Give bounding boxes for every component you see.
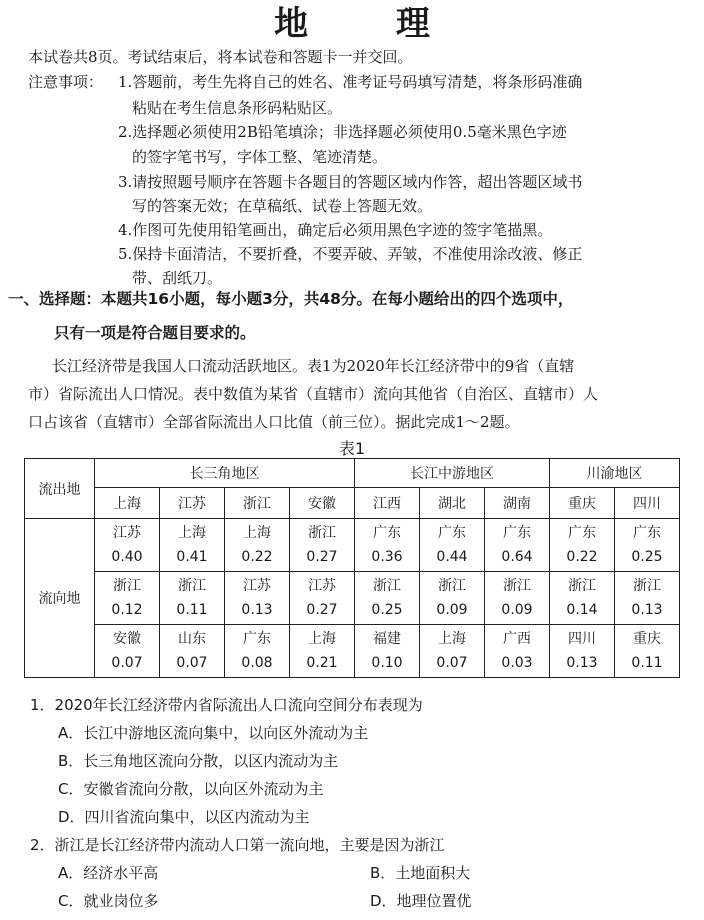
cell-destination: 上海 (308, 631, 336, 647)
cell-share: 0.36 (371, 549, 403, 565)
question-1-option-d[interactable]: D．四川省流向集中，以区内流动为主 (58, 808, 310, 826)
table-cell (95, 625, 160, 678)
table-cell (615, 519, 680, 572)
table-cell (485, 625, 550, 678)
province-header: 浙江 (225, 488, 290, 519)
table-cell (290, 519, 355, 572)
cell-share: 0.11 (631, 655, 663, 671)
cell-destination: 上海 (438, 631, 466, 647)
cell-share: 0.11 (176, 602, 208, 618)
cell-destination: 浙江 (373, 578, 401, 594)
notes-label: 注意事项： (28, 73, 104, 91)
table-cell (225, 519, 290, 572)
table-cell (95, 519, 160, 572)
cell-share: 0.13 (631, 602, 663, 618)
question-2-option-b[interactable]: B．土地面积大 (370, 864, 471, 882)
cell-share: 0.22 (241, 549, 273, 565)
cell-share: 0.40 (111, 549, 143, 565)
table-cell (290, 572, 355, 625)
province-header: 上海 (95, 488, 160, 519)
province-header: 重庆 (550, 488, 615, 519)
intro-line-3: 口占该省（直辖市）全部省际流出人口比值（前三位）。据此完成1～2题。 (28, 413, 520, 431)
table-caption: 表1 (338, 439, 366, 458)
section-heading-line-1: 一、选择题：本题共16小题，每小题3分，共48分。在每小题给出的四个选项中， (8, 290, 574, 308)
cell-destination: 广东 (568, 525, 596, 541)
cell-destination: 广西 (503, 631, 531, 647)
table-cell (160, 572, 225, 625)
question-intro (28, 352, 684, 436)
question-1-stem: 1．2020年长江经济带内省际流出人口流向空间分布表现为 (30, 696, 423, 714)
table-cell (290, 625, 355, 678)
cell-share: 0.07 (176, 655, 208, 671)
table-cell (225, 572, 290, 625)
table-cell (615, 625, 680, 678)
cell-destination: 广东 (373, 525, 401, 541)
table-cell (550, 519, 615, 572)
section-heading-line-2: 只有一项是符合题目要求的。 (54, 324, 256, 342)
region-header-yangtze-delta: 长三角地区 (95, 459, 355, 488)
migration-table (24, 458, 680, 678)
intro-line-2: 市）省际流出人口情况。表中数值为某省（直辖市）流向其他省（自治区、直辖市）人 (28, 385, 599, 403)
cell-share: 0.22 (566, 549, 598, 565)
region-header-middle-yangtze: 长江中游地区 (355, 459, 550, 488)
cell-share: 0.64 (501, 549, 533, 565)
province-header: 湖南 (485, 488, 550, 519)
note-5-line-2: 带、刮纸刀。 (132, 269, 223, 287)
table-cell (485, 519, 550, 572)
note-2-line-1: 2.选择题必须使用2B铅笔填涂；非选择题必须使用0.5毫米黑色字迹 (118, 123, 567, 141)
table-cell (355, 519, 420, 572)
table-cell (420, 519, 485, 572)
cell-destination: 山东 (178, 631, 206, 647)
cell-share: 0.03 (501, 655, 533, 671)
cell-destination: 浙江 (568, 578, 596, 594)
cell-destination: 上海 (243, 525, 271, 541)
exam-header-line: 本试卷共8页。考试结束后，将本试卷和答题卡一并交回。 (28, 48, 413, 66)
province-header: 安徽 (290, 488, 355, 519)
table-cell (615, 572, 680, 625)
cell-destination: 重庆 (633, 631, 661, 647)
cell-destination: 广东 (503, 525, 531, 541)
cell-share: 0.14 (566, 602, 598, 618)
table-cell (485, 572, 550, 625)
cell-destination: 广东 (438, 525, 466, 541)
note-3-line-2: 写的答案无效；在草稿纸、试卷上答题无效。 (132, 197, 433, 215)
cell-share: 0.44 (436, 549, 468, 565)
table-cell (420, 572, 485, 625)
page-title: 地 理 (274, 4, 468, 44)
cell-share: 0.07 (436, 655, 468, 671)
note-5-line-1: 5.保持卡面清洁，不要折叠，不要弄破、弄皱，不准使用涂改液、修正 (118, 245, 583, 263)
note-3-line-1: 3.请按照题号顺序在答题卡各题目的答题区域内作答，超出答题区域书 (118, 173, 583, 191)
table-cell (355, 625, 420, 678)
cell-destination: 广东 (633, 525, 661, 541)
province-header: 四川 (615, 488, 680, 519)
table-cell (95, 572, 160, 625)
cell-destination: 浙江 (113, 578, 141, 594)
cell-share: 0.10 (371, 655, 403, 671)
cell-share: 0.27 (306, 602, 338, 618)
destination-header: 流向地 (25, 519, 95, 678)
cell-destination: 浙江 (633, 578, 661, 594)
cell-destination: 江苏 (308, 578, 336, 594)
cell-destination: 江苏 (113, 525, 141, 541)
cell-destination: 江苏 (243, 578, 271, 594)
table-cell (355, 572, 420, 625)
question-1-option-a[interactable]: A．长江中游地区流向集中，以向区外流动为主 (58, 724, 369, 742)
cell-share: 0.09 (501, 602, 533, 618)
note-2-line-2: 的签字笔书写，字体工整、笔迹清楚。 (132, 148, 388, 166)
table-cell (160, 519, 225, 572)
cell-destination: 上海 (178, 525, 206, 541)
cell-share: 0.12 (111, 602, 143, 618)
cell-share: 0.07 (111, 655, 143, 671)
cell-destination: 广东 (243, 631, 271, 647)
note-4-line-1: 4.作图可先使用铅笔画出，确定后必须用黑色字迹的签字笔描黑。 (118, 221, 553, 239)
table-cell (225, 625, 290, 678)
cell-destination: 浙江 (308, 525, 336, 541)
cell-share: 0.13 (566, 655, 598, 671)
province-header: 江西 (355, 488, 420, 519)
province-header: 湖北 (420, 488, 485, 519)
region-header-sichuan-chongqing: 川渝地区 (550, 459, 680, 488)
cell-share: 0.21 (306, 655, 338, 671)
question-2-stem: 2．浙江是长江经济带内流动人口第一流向地，主要是因为浙江 (30, 836, 445, 854)
cell-share: 0.27 (306, 549, 338, 565)
cell-share: 0.09 (436, 602, 468, 618)
outflow-header: 流出地 (25, 459, 95, 519)
cell-share: 0.41 (176, 549, 208, 565)
cell-destination: 安徽 (113, 631, 141, 647)
question-2-option-a[interactable]: A．经济水平高 (58, 864, 159, 882)
table-cell (420, 625, 485, 678)
cell-destination: 福建 (373, 631, 401, 647)
question-2-option-d[interactable]: D．地理位置优 (370, 892, 472, 910)
cell-destination: 浙江 (438, 578, 466, 594)
note-1-line-2: 粘贴在考生信息条形码粘贴区。 (132, 99, 343, 117)
table-cell (550, 625, 615, 678)
cell-destination: 浙江 (503, 578, 531, 594)
note-1-line-1: 1.答题前，考生先将自己的姓名、准考证号码填写清楚，将条形码准确 (118, 73, 583, 91)
question-2-option-c[interactable]: C．就业岗位多 (58, 892, 159, 910)
cell-share: 0.25 (371, 602, 403, 618)
province-header: 江苏 (160, 488, 225, 519)
cell-share: 0.25 (631, 549, 663, 565)
cell-destination: 四川 (568, 631, 596, 647)
table-cell (550, 572, 615, 625)
question-1-option-c[interactable]: C．安徽省流向分散，以向区外流动为主 (58, 780, 324, 798)
intro-line-1: 长江经济带是我国人口流动活跃地区。表1为2020年长江经济带中的9省（直辖 (52, 357, 575, 375)
table-cell (160, 625, 225, 678)
cell-share: 0.08 (241, 655, 273, 671)
cell-destination: 浙江 (178, 578, 206, 594)
question-1-option-b[interactable]: B．长三角地区流向分散，以区内流动为主 (58, 752, 339, 770)
cell-share: 0.13 (241, 602, 273, 618)
